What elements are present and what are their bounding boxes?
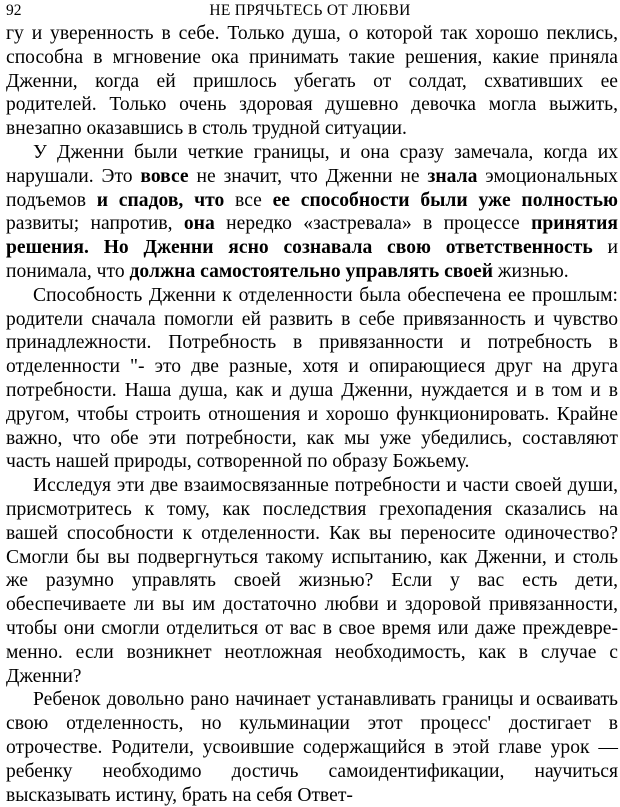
text-run: способна в мгновение ока принимать такие решения, какие приняла <box>6 47 618 68</box>
bold-run: принятия <box>531 213 618 234</box>
text-line <box>6 784 618 807</box>
text-line <box>6 617 618 641</box>
text-run: высказывать истину, брать на себя Ответ- <box>6 785 353 806</box>
text-run: У Дженни были четкие границы, и она сразу замечала, когда их <box>33 142 618 163</box>
text-line <box>6 641 618 665</box>
bold-run: знала <box>427 166 477 187</box>
text-run: понимала, что <box>6 261 130 282</box>
paragraph <box>6 141 618 284</box>
text-line <box>6 165 618 189</box>
text-line <box>6 260 618 284</box>
text-line <box>6 117 618 141</box>
text-run: обеспечиваете ли вы им достаточно любви и здоровой привязанности, <box>6 594 618 615</box>
running-title: НЕ ПРЯЧЬТЕСЬ ОТ ЛЮБВИ <box>6 2 614 20</box>
text-run: же разумно управлять своей жизнью? Если у вас есть дети, <box>6 570 618 591</box>
text-run: потребности. Наша душа, как и душа Дженни, нуждается и в том и в <box>6 380 618 401</box>
page-header <box>6 2 614 24</box>
text-run: Исследуя эти две взаимосвязанные потребности и части своей души, <box>33 475 618 496</box>
text-line <box>6 450 618 474</box>
text-run: отделенности "- это две разные, хотя и опирающиеся друг на друга <box>6 356 618 377</box>
text-line <box>6 569 618 593</box>
text-run: ребенку необходимо достичь самоидентификации, научиться <box>6 761 618 782</box>
text-run: жизнью. <box>493 261 569 282</box>
text-run: нарушали. Это <box>6 166 140 187</box>
text-run: часть нашей природы, сотворенной по образу Божьему. <box>6 451 469 472</box>
bold-run: она <box>184 213 215 234</box>
text-run: родителей. Только очень здоровая душевно девочка могла выжить, <box>6 94 618 115</box>
text-run: принадлежности. Потребность в привязанности и потребность в <box>6 332 618 353</box>
page-number: 92 <box>6 2 22 20</box>
text-line <box>6 284 618 308</box>
text-line <box>6 522 618 546</box>
text-line <box>6 355 618 379</box>
bold-run: ее способности были уже полностью <box>273 190 618 211</box>
text-line <box>6 593 618 617</box>
text-run: вашей способности к отделенности. Как вы переносите одиночество? <box>6 523 618 544</box>
text-run: внезапно оказавшись в столь трудной ситуации. <box>6 118 407 139</box>
text-run: не значит, что Дженни не <box>189 166 428 187</box>
paragraph <box>6 284 618 474</box>
text-line <box>6 22 618 46</box>
text-run: все <box>224 190 272 211</box>
text-run: менно. если возникнет неотложная необходимость, как в случае с <box>6 642 618 663</box>
text-line <box>6 427 618 451</box>
text-run: отрочестве. Родители, усвоившие содержащийся в этой главе урок — <box>6 737 618 758</box>
text-run: эмоциональных <box>477 166 618 187</box>
text-line <box>6 688 618 712</box>
paragraph <box>6 22 618 141</box>
bold-run: решения. Но Дженни ясно сознавала свою ответственность <box>6 237 593 258</box>
text-run: Дженни? <box>6 666 82 687</box>
text-run: присмотритесь к тому, как последствия грехопадения сказались на <box>6 499 618 520</box>
text-run: свою отделенность, но кульминации этот процесс' достигает в <box>6 713 618 734</box>
text-run: родители сначала помогли ей развить в себе привязанность и чувство <box>6 309 618 330</box>
text-run: и <box>593 237 618 258</box>
text-line <box>6 498 618 522</box>
text-run: развиты; напротив, <box>6 213 184 234</box>
text-run: другом, чтобы строить отношения и хорошо функционировать. Крайне <box>6 404 618 425</box>
text-line <box>6 474 618 498</box>
text-line <box>6 712 618 736</box>
text-line <box>6 70 618 94</box>
text-line <box>6 141 618 165</box>
text-run: нередко «застревала» в процессе <box>215 213 531 234</box>
text-run: Ребенок довольно рано начинает устанавливать границы и осваивать <box>33 689 618 710</box>
text-run: Способность Дженни к отделенности была обеспечена ее прошлым: <box>33 285 618 306</box>
text-line <box>6 212 618 236</box>
text-run: чтобы они смогли отделиться от вас в свое время или даже преждевре- <box>6 618 618 639</box>
text-run: Дженни, когда ей пришлось убегать от солдат, схвативших ее <box>6 71 618 92</box>
text-run: гу и уверенность в себе. Только душа, о которой так хорошо пеклись, <box>6 23 618 44</box>
text-line <box>6 760 618 784</box>
text-line <box>6 93 618 117</box>
text-line <box>6 665 618 689</box>
body-text <box>6 22 618 807</box>
text-run: Смогли бы вы подвергнуться такому испытанию, как Дженни, и столь <box>6 547 618 568</box>
bold-run: вовсе <box>140 166 188 187</box>
text-line <box>6 331 618 355</box>
text-run: важно, что обе эти потребности, как мы уже убедились, составляют <box>6 428 618 449</box>
bold-run: должна самостоятельно управлять своей <box>130 261 494 282</box>
text-line <box>6 403 618 427</box>
text-line <box>6 189 618 213</box>
bold-run: и спадов, что <box>97 190 225 211</box>
text-line <box>6 46 618 70</box>
text-line <box>6 236 618 260</box>
paragraph <box>6 688 618 807</box>
text-line <box>6 308 618 332</box>
text-line <box>6 546 618 570</box>
text-line <box>6 736 618 760</box>
text-line <box>6 379 618 403</box>
text-run: подъемов <box>6 190 97 211</box>
paragraph <box>6 474 618 688</box>
